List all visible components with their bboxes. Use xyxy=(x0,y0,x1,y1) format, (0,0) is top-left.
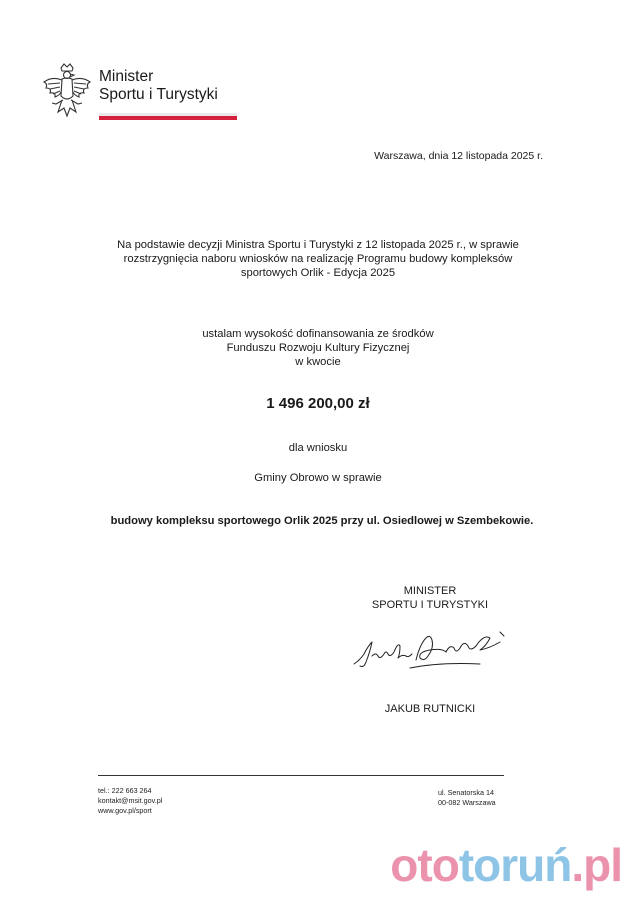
watermark-part2: toruń xyxy=(458,839,572,891)
applicant-name: Gminy Obrowo w sprawie xyxy=(254,472,382,484)
footer-contact xyxy=(98,786,162,816)
funding-amount: 1 496 200,00 zł xyxy=(266,395,370,412)
watermark-part3: .pl xyxy=(571,839,622,891)
paragraph-line: Funduszu Rozwoju Kultury Fizycznej xyxy=(226,342,410,354)
footer-city: 00-082 Warszawa xyxy=(438,798,496,807)
paragraph-line: rozstrzygnięcia naboru wniosków na realizację Programu budowy kompleksów xyxy=(123,253,513,265)
footer-phone: tel.: 222 663 264 xyxy=(98,786,152,795)
source-watermark xyxy=(390,838,622,892)
polish-eagle-emblem-icon xyxy=(40,62,94,124)
signatory-title-line1: MINISTER xyxy=(403,585,457,597)
funding-paragraph xyxy=(0,327,636,369)
signatory-title xyxy=(340,584,520,612)
signatory-name: JAKUB RUTNICKI xyxy=(384,703,476,715)
signatory-title-line2: SPORTU I TURYSTYKI xyxy=(371,599,489,611)
project-description: budowy kompleksu sportowego Orlik 2025 przy ul. Osiedlowej w Szembekowie. xyxy=(110,515,534,527)
handwritten-signature-icon xyxy=(350,624,510,674)
footer-website[interactable]: www.gov.pl/sport xyxy=(98,806,152,815)
footer-street: ul. Senatorska 14 xyxy=(438,788,494,797)
document-date: Warszawa, dnia 12 listopada 2025 r. xyxy=(374,150,543,162)
ministry-name xyxy=(99,68,218,104)
ministry-line2: Sportu i Turystyki xyxy=(99,86,218,103)
footer-address xyxy=(438,788,496,808)
paragraph-line: w kwocie xyxy=(295,356,341,368)
ministry-line1: Minister xyxy=(99,68,154,85)
paragraph-line: sportowych Orlik - Edycja 2025 xyxy=(240,267,396,279)
paragraph-line: ustalam wysokość dofinansowania ze środków xyxy=(202,328,434,340)
for-application-label: dla wniosku xyxy=(288,442,348,454)
footer-email[interactable]: kontakt@msit.gov.pl xyxy=(98,796,163,805)
flag-bar xyxy=(99,113,237,120)
legal-basis-paragraph xyxy=(0,238,636,280)
footer-divider xyxy=(98,775,504,776)
paragraph-line: Na podstawie decyzji Ministra Sportu i Turystyki z 12 listopada 2025 r., w sprawie xyxy=(117,239,519,251)
watermark-part1: oto xyxy=(390,839,459,891)
